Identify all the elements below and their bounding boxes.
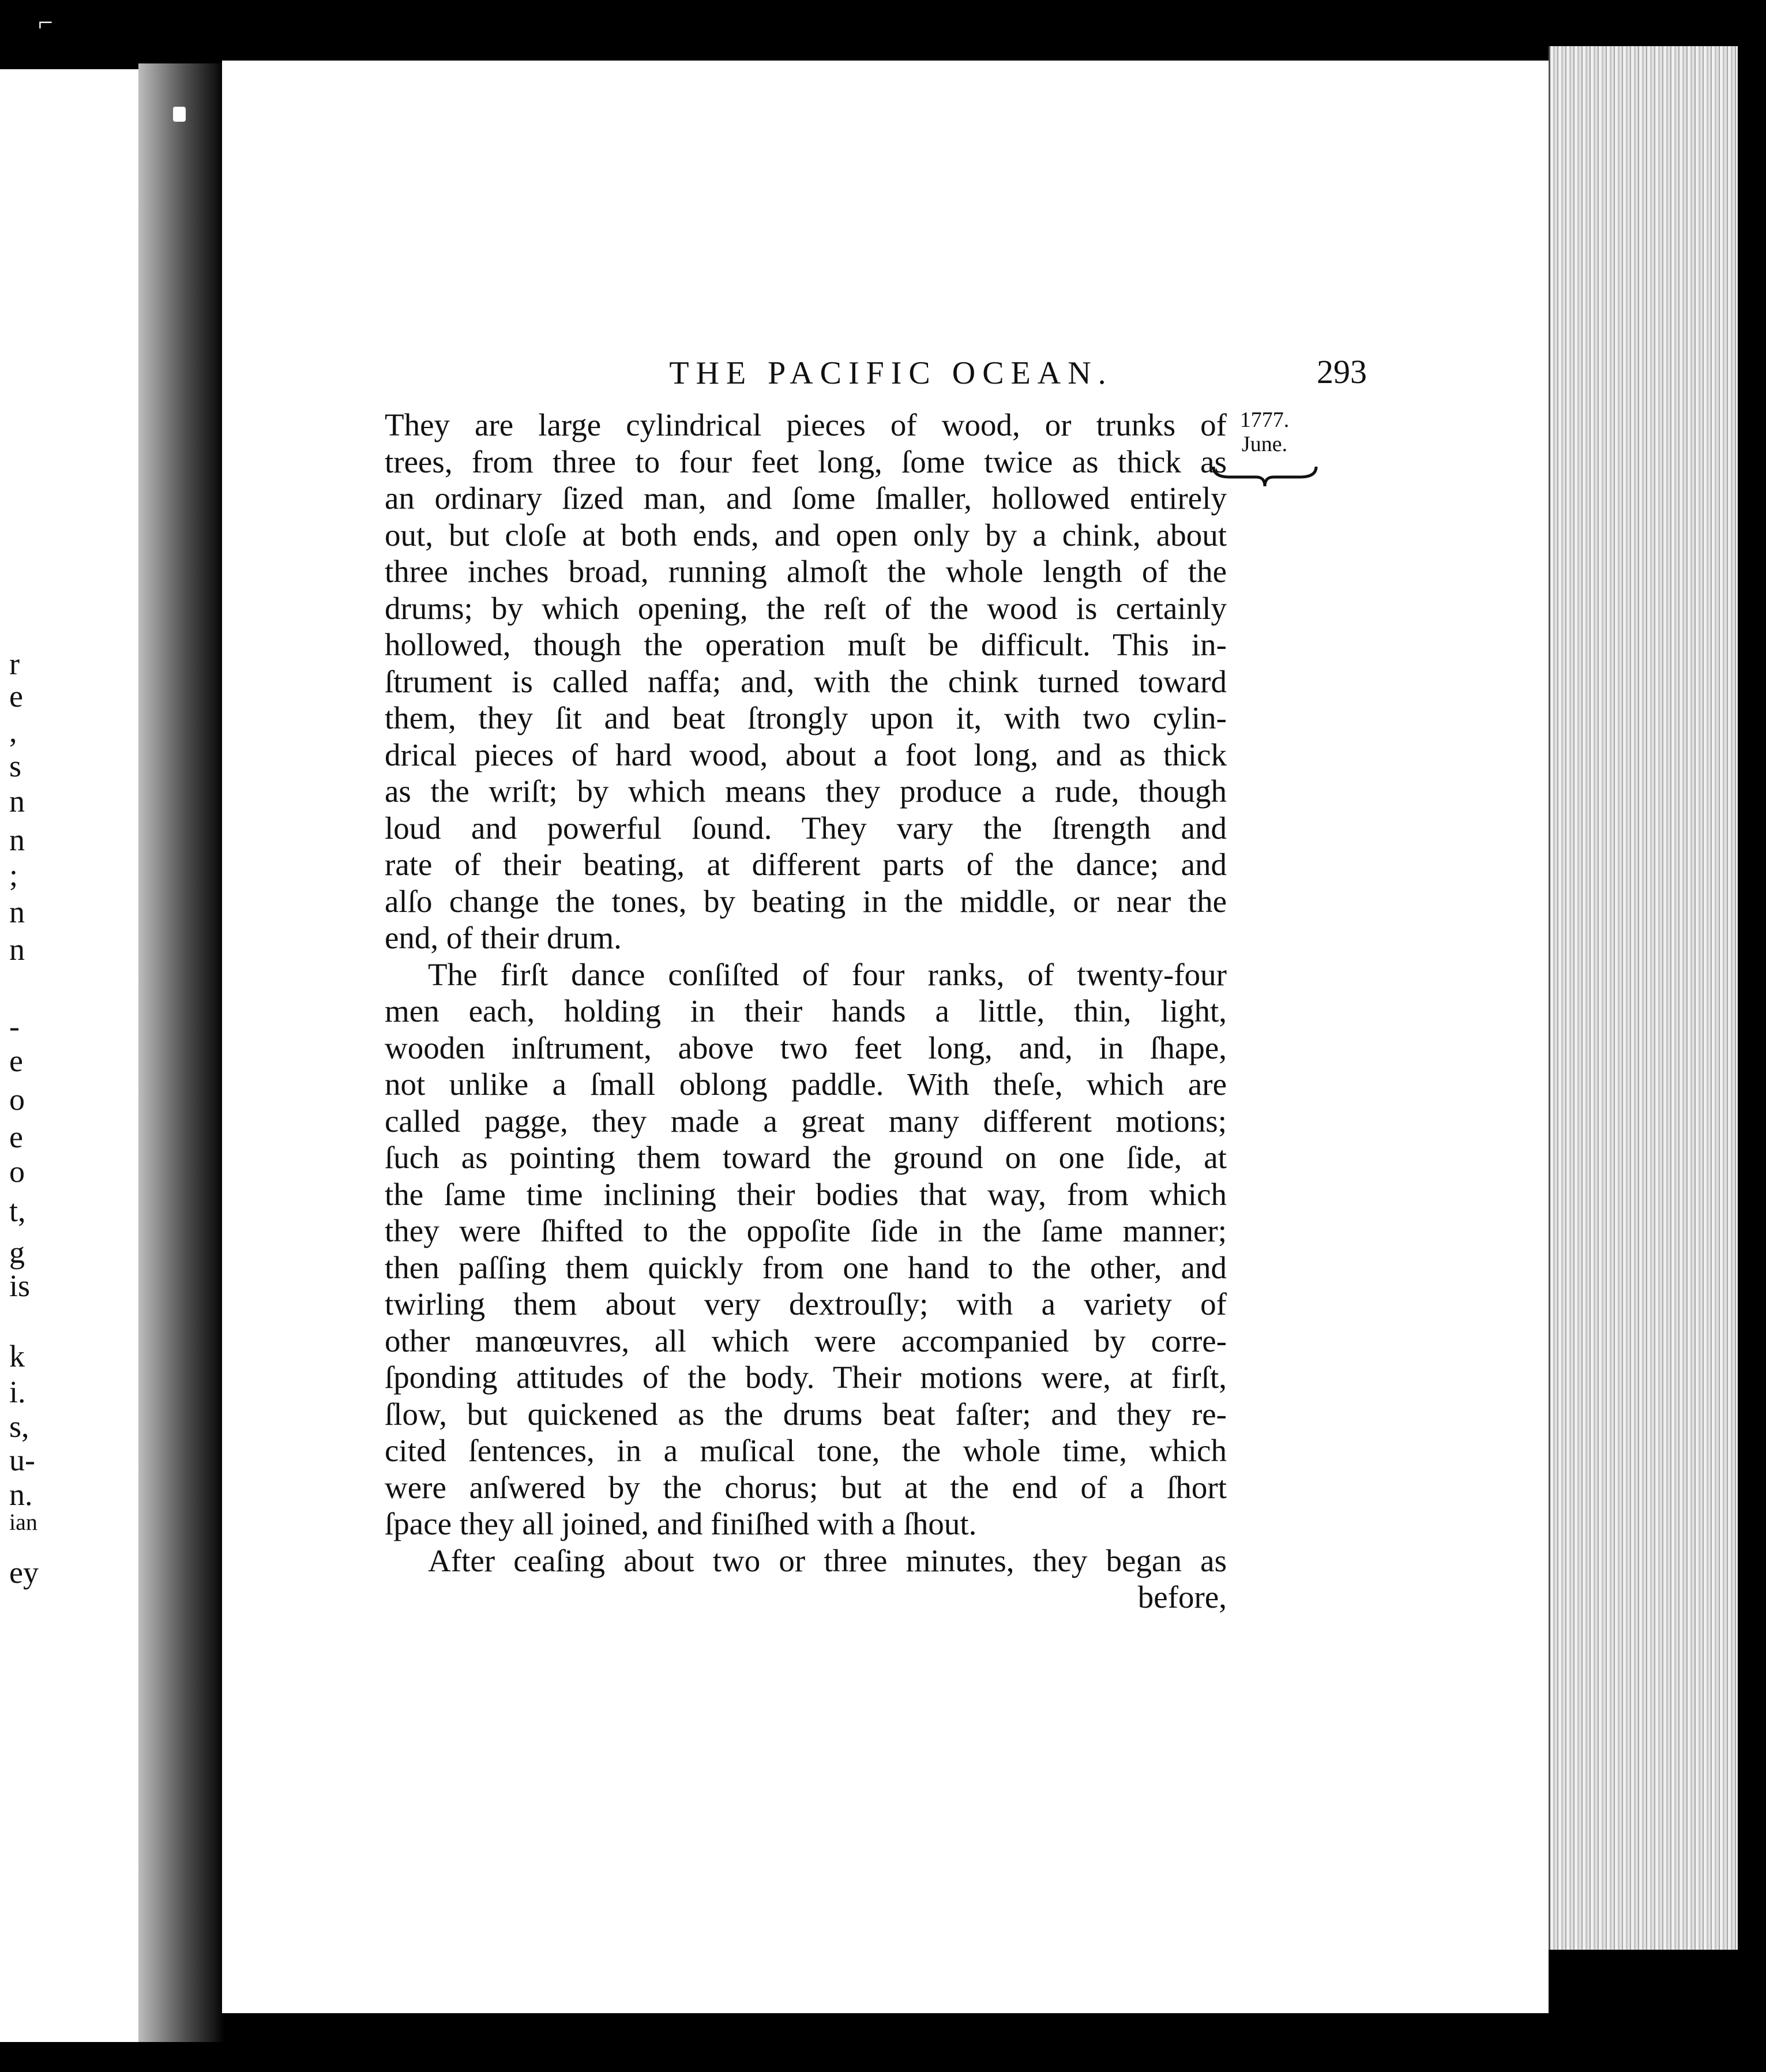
facing-page-char: o bbox=[9, 1082, 25, 1117]
facing-page-char: e bbox=[9, 1120, 23, 1154]
facing-page-char: e bbox=[9, 679, 23, 714]
facing-page-char: s, bbox=[9, 1409, 29, 1444]
text-line: them, they ſit and beat ſtrongly upon it, with two cylin- bbox=[385, 700, 1227, 735]
catchword: before, bbox=[1137, 1579, 1227, 1615]
margin-note-month: June. bbox=[1241, 432, 1288, 456]
text-line: called pagge, they made a great many different motions; bbox=[385, 1103, 1227, 1139]
facing-page-fragment bbox=[0, 69, 138, 2042]
text-line: cited ſentences, in a muſical tone, the whole time, which bbox=[385, 1433, 1227, 1468]
facing-page-char: k bbox=[9, 1339, 25, 1373]
text-line: hollowed, though the operation muſt be difficult. This in- bbox=[385, 627, 1227, 662]
text-line: rate of their beating, at different parts of the dance; and bbox=[385, 847, 1227, 882]
text-line: out, but cloſe at both ends, and open only by a chink, about bbox=[385, 517, 1227, 553]
body-text bbox=[385, 407, 1227, 1616]
text-line: ſtrument is called naffa; and, with the chink turned toward bbox=[385, 663, 1227, 699]
margin-note bbox=[1211, 408, 1318, 456]
text-line: ſlow, but quickened as the drums beat faſter; and they re- bbox=[385, 1396, 1227, 1432]
text-line: twirling them about very dextrouſly; with a variety of bbox=[385, 1286, 1227, 1322]
text-line: three inches broad, running almoſt the whole length of the bbox=[385, 554, 1227, 589]
margin-note-year: 1777. bbox=[1239, 408, 1290, 432]
text-line: trees, from three to four feet long, ſome twice as thick as bbox=[385, 444, 1227, 479]
text-line: were anſwered by the chorus; but at the end of a ſhort bbox=[385, 1469, 1227, 1505]
facing-page-text bbox=[0, 69, 138, 2042]
facing-page-char: n. bbox=[9, 1477, 33, 1512]
facing-page-char: s bbox=[9, 749, 22, 783]
text-line: the ſame time inclining their bodies that way, from which bbox=[385, 1176, 1227, 1212]
text-line: After ceaſing about two or three minutes, they began as bbox=[428, 1542, 1227, 1578]
text-line: loud and powerful ſound. They vary the ſtrength and bbox=[385, 810, 1227, 846]
text-line: an ordinary ſized man, and ſome ſmaller, hollowed entirely bbox=[385, 481, 1227, 516]
facing-page-char: is bbox=[9, 1268, 31, 1303]
facing-page-char: t, bbox=[9, 1193, 26, 1228]
facing-page-char: ey bbox=[9, 1555, 39, 1590]
facing-page-char: r bbox=[9, 647, 20, 681]
facing-page-char: o bbox=[9, 1154, 25, 1189]
text-line: end, of their drum. bbox=[385, 920, 622, 955]
book-page bbox=[222, 61, 1549, 2013]
facing-page-char: n bbox=[9, 823, 25, 857]
text-line: ſponding attitudes of the body. Their motions were, at firſt, bbox=[385, 1360, 1227, 1395]
facing-page-char: n bbox=[9, 932, 25, 967]
facing-page-char: i. bbox=[9, 1375, 26, 1409]
text-line: drums; by which opening, the reſt of the wood is certainly bbox=[385, 590, 1227, 626]
text-line: alſo change the tones, by beating in the middle, or near the bbox=[385, 883, 1227, 919]
text-line: they were ſhifted to the oppoſite ſide in the ſame manner; bbox=[385, 1213, 1227, 1248]
text-line: They are large cylindrical pieces of wood, or trunks of bbox=[385, 407, 1227, 442]
text-line: men each, holding in their hands a little, thin, light, bbox=[385, 993, 1227, 1029]
page-number: 293 bbox=[1317, 353, 1367, 391]
page-block-edge bbox=[1549, 46, 1738, 1950]
text-line: The firſt dance conſiſted of four ranks, of twenty-four bbox=[428, 956, 1227, 992]
text-line: not unlike a ſmall oblong paddle. With theſe, which are bbox=[385, 1067, 1227, 1102]
corner-mark: ⌐ bbox=[38, 7, 53, 37]
facing-page-char: u- bbox=[9, 1443, 35, 1477]
facing-page-char: ian bbox=[9, 1509, 37, 1535]
book-spine-gutter bbox=[138, 63, 225, 2042]
text-line: wooden inſtrument, above two feet long, and, in ſhape, bbox=[385, 1030, 1227, 1065]
running-head: THE PACIFIC OCEAN. bbox=[669, 355, 1113, 391]
facing-page-char: g bbox=[9, 1235, 25, 1270]
facing-page-char: n bbox=[9, 895, 25, 929]
facing-page-char: n bbox=[9, 784, 25, 819]
text-line: then paſſing them quickly from one hand to the other, and bbox=[385, 1249, 1227, 1285]
facing-page-char: , bbox=[9, 714, 17, 749]
text-line: drical pieces of hard wood, about a foot long, and as thick bbox=[385, 737, 1227, 772]
facing-page-char: - bbox=[9, 1009, 20, 1043]
text-line: ſpace they all joined, and finiſhed with a ſhout. bbox=[385, 1506, 977, 1541]
facing-page-char: e bbox=[9, 1043, 23, 1078]
text-line: ſuch as pointing them toward the ground on one ſide, at bbox=[385, 1140, 1227, 1175]
facing-page-char: ; bbox=[9, 858, 18, 892]
text-line: other manœuvres, all which were accompanied by corre- bbox=[385, 1323, 1227, 1358]
text-line: as the wriſt; by which means they produce a rude, though bbox=[385, 774, 1227, 809]
gutter-speck bbox=[173, 107, 186, 122]
